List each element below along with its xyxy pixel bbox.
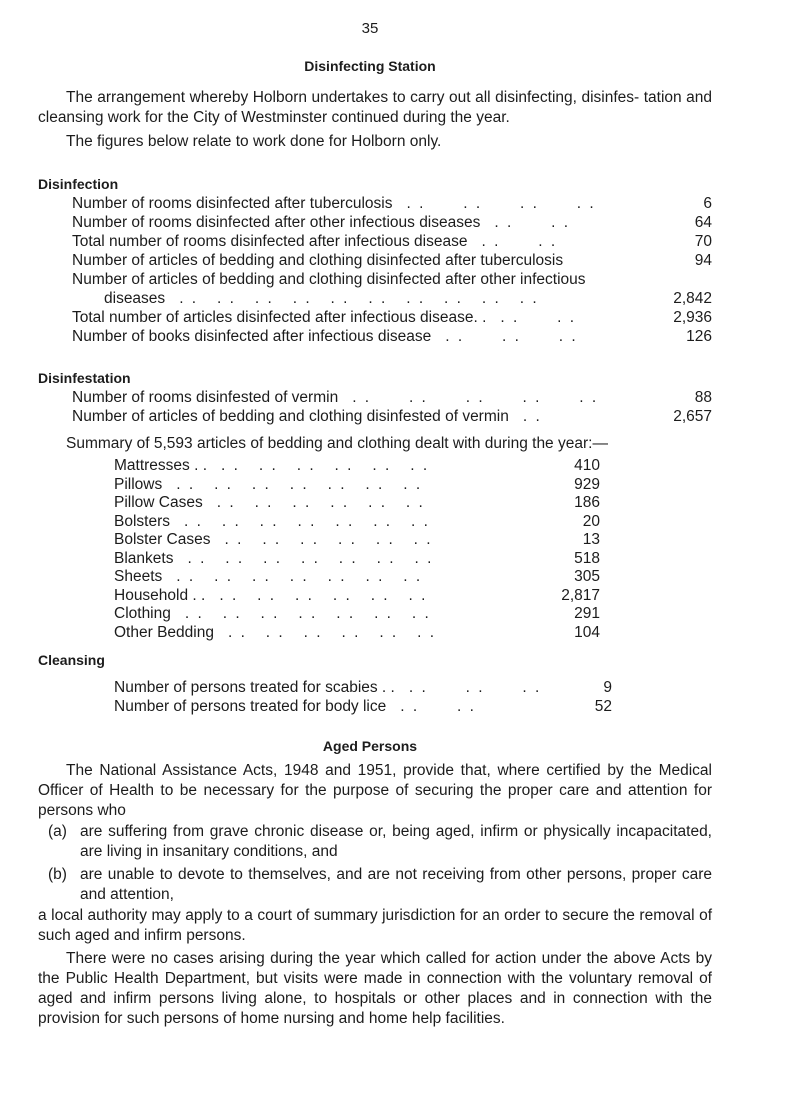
table-row <box>114 531 600 549</box>
row-label: Number of persons treated for scabies . . <box>114 679 395 696</box>
intro-paragraph: The arrangement whereby Holborn undertakes to carry out all disinfecting, disinfes- tation and cleansing work for the City of Westminster continued during the year. <box>38 89 712 126</box>
row-leader-dots: . . . . . . . . . . . . <box>224 531 433 548</box>
table-row <box>72 271 712 289</box>
row-value: 2,842 <box>673 290 712 307</box>
row-value: 20 <box>582 512 600 530</box>
table-row <box>114 494 600 512</box>
row-label: Number of articles of bedding and clothing disinfected after other infectious <box>72 271 586 288</box>
row-value: 94 <box>694 252 712 269</box>
row-leader-dots: . . <box>522 408 542 425</box>
row-value: 88 <box>694 389 712 406</box>
row-value: 291 <box>574 605 600 622</box>
table-row <box>72 195 712 213</box>
row-leader-dots: . . . . . . <box>408 679 542 696</box>
row-leader-dots: . . . . <box>494 214 571 231</box>
row-leader-dots: . . . . . . . . . . . . <box>219 586 428 604</box>
row-leader-dots: . . . . . . . . . . . . <box>221 457 430 474</box>
table-row <box>72 233 712 251</box>
row-value: 305 <box>574 568 600 585</box>
table-row <box>114 457 600 475</box>
aged-persons-paragraph-1: The National Assistance Acts, 1948 and 1951, provide that, where certified by the Medical Officer of Health to be necessary for the purpose of securing the proper care and attention for persons who <box>38 762 712 819</box>
table-row <box>114 624 600 642</box>
row-label: Number of rooms disinfested of vermin <box>72 389 339 406</box>
row-label: Number of rooms disinfected after other infectious diseases <box>72 214 481 231</box>
table-row <box>114 605 600 623</box>
row-value: 13 <box>582 531 600 548</box>
table-row <box>104 290 712 308</box>
row-value: 9 <box>603 679 612 696</box>
row-leader-dots: . . . . . . . . . . . . . . <box>176 475 423 493</box>
disinfection-heading: Disinfection <box>38 176 119 192</box>
row-value: 70 <box>694 233 712 250</box>
table-row <box>114 587 600 605</box>
row-label: diseases <box>104 290 166 307</box>
table-row <box>114 476 600 494</box>
row-label: Total number of rooms disinfected after infectious disease <box>72 233 468 250</box>
aged-persons-heading: Aged Persons <box>322 738 418 754</box>
row-leader-dots: . . . . . . . . . . . . <box>216 494 425 511</box>
row-label: Clothing <box>114 605 171 622</box>
table-row <box>72 389 712 407</box>
row-label: Other Bedding <box>114 623 214 641</box>
row-leader-dots: . . . . . . . . <box>406 195 596 212</box>
table-row <box>72 309 712 327</box>
row-label: Pillows <box>114 475 163 493</box>
row-label: Household . . <box>114 586 206 604</box>
row-leader-dots: . . . . . . . . . . . . <box>227 623 437 641</box>
row-value: 929 <box>574 475 600 493</box>
cleansing-heading: Cleansing <box>38 652 105 668</box>
row-label: Mattresses . . <box>114 457 208 474</box>
row-leader-dots: . . . . . . . . . . . . . . <box>184 605 431 622</box>
row-leader-dots: . . . . . . . . . . . . . . . . . . . . <box>179 290 539 307</box>
row-leader-dots: . . . . . . <box>445 328 578 345</box>
intro-note: The figures below relate to work done for Holborn only. <box>66 133 442 150</box>
list-marker-b: (b) <box>48 866 67 883</box>
table-row <box>72 328 712 346</box>
row-value: 518 <box>574 549 600 567</box>
row-label: Number of articles of bedding and clothing disinfected after tuberculosis <box>72 252 564 269</box>
table-row <box>72 214 712 232</box>
row-value: 126 <box>686 328 712 345</box>
row-leader-dots: . . . . . . . . . . . . . . <box>184 512 430 530</box>
disinfecting-station-heading: Disinfecting Station <box>304 58 436 74</box>
row-label: Blankets <box>114 549 174 567</box>
row-value: 64 <box>694 214 712 231</box>
row-leader-dots: . . . . . . . . . . . . . . <box>176 568 423 585</box>
row-value: 2,657 <box>673 408 712 425</box>
row-leader-dots: . . . . <box>400 698 476 715</box>
row-leader-dots: . . . . <box>481 233 558 250</box>
disinfestation-heading: Disinfestation <box>38 370 131 386</box>
list-text-b: are unable to devote to themselves, and are not receiving from other persons, proper care and attention, <box>80 866 712 903</box>
row-value: 104 <box>574 623 600 641</box>
table-row <box>114 568 600 586</box>
row-value: 52 <box>594 698 612 715</box>
row-leader-dots: . . . . . . . . . . <box>352 389 599 406</box>
row-label: Total number of articles disinfected after infectious disease. . <box>72 309 487 326</box>
row-label: Bolsters <box>114 512 170 530</box>
row-label: Number of persons treated for body lice <box>114 698 387 715</box>
row-value: 410 <box>574 457 600 474</box>
table-row <box>114 513 600 531</box>
row-label: Pillow Cases <box>114 494 203 511</box>
table-row <box>72 408 712 426</box>
aged-persons-paragraph-3: There were no cases arising during the year which called for action under the above Acts by the Public Health Department, but visits were made in connection with the voluntary removal of aged and infirm persons living alone, to hospitals or other places and in connection with the provision for such persons of home nursing and home help facilities. <box>38 950 712 1027</box>
row-value: 6 <box>703 195 712 212</box>
page-number: 35 <box>361 20 379 37</box>
summary-heading: Summary of 5,593 articles of bedding and clothing dealt with during the year:— <box>66 435 608 452</box>
table-row <box>72 252 712 270</box>
row-label: Bolster Cases <box>114 531 211 548</box>
row-label: Sheets <box>114 568 163 585</box>
list-marker-a: (a) <box>48 823 67 840</box>
row-value: 186 <box>574 494 600 511</box>
row-label: Number of books disinfected after infectious disease <box>72 328 432 345</box>
row-value: 2,936 <box>673 309 712 326</box>
row-leader-dots: . . . . <box>500 309 577 326</box>
row-label: Number of rooms disinfected after tuberculosis <box>72 195 393 212</box>
list-text-a: are suffering from grave chronic disease or, being aged, infirm or physically incapacitated, are living in insanitary conditions, and <box>80 823 712 860</box>
table-row <box>114 679 612 697</box>
table-row <box>114 550 600 568</box>
row-value: 2,817 <box>561 586 600 604</box>
table-row <box>114 698 612 716</box>
row-leader-dots: . . . . . . . . . . . . . . <box>187 549 434 567</box>
row-label: Number of articles of bedding and clothing disinfested of vermin <box>72 408 509 425</box>
aged-persons-paragraph-2: a local authority may apply to a court of summary jurisdiction for an order to secure the removal of such aged and infirm persons. <box>38 907 712 944</box>
